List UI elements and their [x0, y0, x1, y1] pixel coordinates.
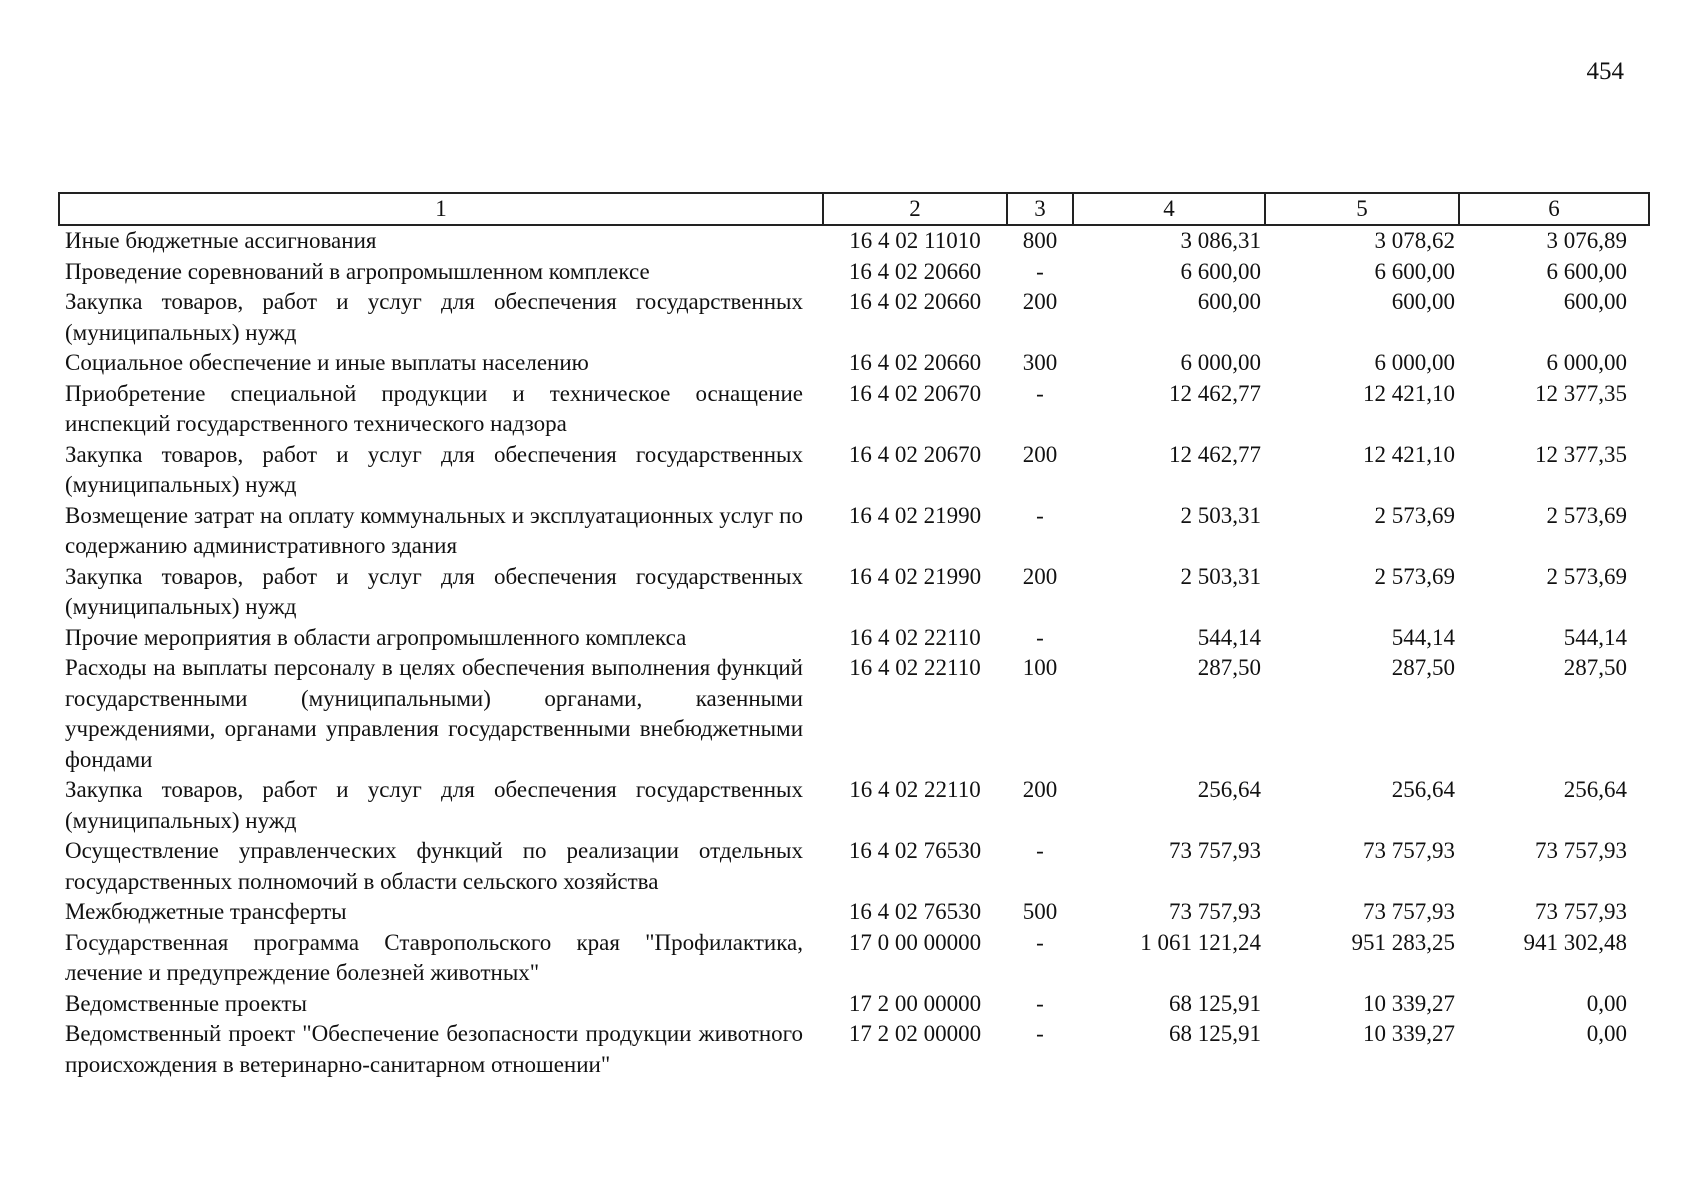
- row-value-col5: 73 757,93: [1363, 899, 1455, 924]
- row-code: 16 4 02 11010: [849, 228, 981, 253]
- row-value-col4: 68 125,91: [1169, 990, 1261, 1016]
- row-name: Государственная программа Ставропольского края "Профилактика, лечение и предупреждение болезней животных": [65, 929, 803, 985]
- row-value-col4: 600,00: [1197, 289, 1261, 314]
- row-expense-type: 100: [1022, 655, 1058, 680]
- row-value-col5: 10 339,27: [1363, 1021, 1455, 1046]
- row-name: Прочие мероприятия в области агропромышленного комплекса: [65, 624, 687, 650]
- row-value-col5: 600,00: [1391, 289, 1455, 314]
- row-expense-type: 500: [1022, 899, 1058, 924]
- row-value-col6: 73 757,93: [1535, 899, 1627, 924]
- row-code: 16 4 02 76530: [848, 838, 982, 863]
- row-value-col5: 73 757,93: [1363, 838, 1455, 863]
- row-value-col6: 2 573,69: [1546, 502, 1627, 528]
- column-header: 1: [59, 193, 823, 225]
- row-code: 16 4 02 20660: [848, 350, 982, 375]
- row-code: 16 4 02 20670: [848, 441, 982, 467]
- row-value-col6: 287,50: [1563, 655, 1627, 680]
- row-code: 16 4 02 22110: [849, 655, 981, 680]
- row-code: 16 4 02 20670: [848, 380, 982, 406]
- row-value-col4: 256,64: [1197, 777, 1261, 802]
- table-row: [59, 836, 1649, 897]
- row-value-col5: 12 421,10: [1363, 380, 1455, 406]
- row-value-col6: 12 377,35: [1535, 441, 1627, 467]
- row-expense-type: 200: [1022, 289, 1058, 314]
- row-expense-type: 200: [1022, 563, 1058, 589]
- row-value-col4: 12 462,77: [1169, 441, 1261, 467]
- row-value-col4: 287,50: [1197, 655, 1261, 680]
- row-code: 16 4 02 20660: [848, 258, 982, 284]
- table-row: [59, 623, 1649, 654]
- row-code: 16 4 02 21990: [848, 563, 982, 589]
- table-row: [59, 501, 1649, 562]
- row-code: 17 0 00 00000: [848, 929, 982, 955]
- row-expense-type: -: [1036, 380, 1044, 406]
- row-value-col6: 2 573,69: [1546, 563, 1627, 589]
- table-row: [59, 928, 1649, 989]
- table-row: [59, 287, 1649, 348]
- row-name: Социальное обеспечение и иные выплаты населению: [65, 350, 589, 375]
- row-value-col5: 10 339,27: [1363, 990, 1455, 1016]
- row-code: 17 2 00 00000: [848, 990, 982, 1016]
- table-row: [59, 348, 1649, 379]
- table-row: [59, 257, 1649, 288]
- row-value-col5: 544,14: [1391, 624, 1455, 650]
- row-name: Закупка товаров, работ и услуг для обеспечения государственных (муниципальных) нужд: [65, 777, 803, 833]
- row-value-col6: 12 377,35: [1535, 380, 1627, 406]
- row-name: Приобретение специальной продукции и техническое оснащение инспекций государственного технического надзора: [65, 380, 803, 436]
- budget-table: [58, 192, 1650, 1080]
- table-row: [59, 225, 1649, 257]
- row-value-col5: 2 573,69: [1374, 502, 1455, 528]
- table-row: [59, 440, 1649, 501]
- row-value-col6: 544,14: [1563, 624, 1627, 650]
- row-name: Расходы на выплаты персоналу в целях обеспечения выполнения функций государственными (муниципальными) органами, казенными учреждениями, органами управления государственными внебюджетными фондами: [65, 655, 803, 772]
- row-name: Иные бюджетные ассигнования: [65, 228, 377, 253]
- row-code: 16 4 02 22110: [849, 624, 981, 650]
- row-expense-type: -: [1036, 929, 1044, 955]
- row-value-col5: 6 000,00: [1374, 350, 1455, 375]
- column-header: 2: [823, 193, 1007, 225]
- row-code: 16 4 02 22110: [849, 777, 981, 802]
- row-code: 16 4 02 76530: [848, 899, 982, 924]
- row-expense-type: -: [1036, 258, 1044, 284]
- row-value-col5: 287,50: [1391, 655, 1455, 680]
- table-row: [59, 775, 1649, 836]
- table-row: [59, 989, 1649, 1020]
- table-row: [59, 653, 1649, 775]
- row-value-col6: 73 757,93: [1535, 838, 1627, 863]
- row-name: Осуществление управленческих функций по реализации отдельных государственных полномочий в области сельского хозяйства: [65, 838, 803, 894]
- row-value-col4: 68 125,91: [1169, 1021, 1261, 1046]
- column-header: 4: [1073, 193, 1265, 225]
- row-value-col5: 6 600,00: [1374, 258, 1455, 284]
- row-expense-type: -: [1036, 502, 1044, 528]
- column-header: 5: [1265, 193, 1459, 225]
- row-name: Закупка товаров, работ и услуг для обеспечения государственных (муниципальных) нужд: [65, 563, 803, 619]
- row-value-col5: 3 078,62: [1374, 228, 1455, 253]
- row-value-col4: 544,14: [1197, 624, 1261, 650]
- row-value-col4: 6 000,00: [1180, 350, 1261, 375]
- row-expense-type: -: [1036, 624, 1044, 650]
- row-value-col4: 12 462,77: [1169, 380, 1261, 406]
- row-value-col6: 6 000,00: [1546, 350, 1627, 375]
- row-name: Возмещение затрат на оплату коммунальных и эксплуатационных услуг по содержанию административного здания: [65, 502, 803, 558]
- row-expense-type: -: [1036, 838, 1044, 863]
- row-value-col4: 3 086,31: [1180, 228, 1261, 253]
- column-header: 6: [1459, 193, 1649, 225]
- row-expense-type: 300: [1022, 350, 1058, 375]
- row-value-col4: 2 503,31: [1180, 563, 1261, 589]
- table-row: [59, 379, 1649, 440]
- row-value-col4: 1 061 121,24: [1140, 929, 1261, 955]
- row-value-col4: 73 757,93: [1169, 838, 1261, 863]
- row-expense-type: 800: [1022, 228, 1058, 253]
- row-name: Ведомственный проект "Обеспечение безопасности продукции животного происхождения в ветеринарно-санитарном отношении": [65, 1021, 803, 1077]
- row-value-col5: 256,64: [1391, 777, 1455, 802]
- table-row: [59, 897, 1649, 928]
- row-value-col4: 73 757,93: [1169, 899, 1261, 924]
- row-name: Ведомственные проекты: [65, 990, 307, 1016]
- row-value-col6: 600,00: [1563, 289, 1627, 314]
- row-value-col6: 0,00: [1586, 990, 1627, 1016]
- column-header: 3: [1007, 193, 1073, 225]
- row-expense-type: -: [1036, 990, 1044, 1016]
- row-expense-type: 200: [1022, 777, 1058, 802]
- row-name: Закупка товаров, работ и услуг для обеспечения государственных (муниципальных) нужд: [65, 289, 803, 345]
- row-name: Межбюджетные трансферты: [65, 899, 347, 924]
- row-value-col4: 2 503,31: [1180, 502, 1261, 528]
- row-value-col6: 0,00: [1586, 1021, 1627, 1046]
- row-value-col4: 6 600,00: [1180, 258, 1261, 284]
- row-expense-type: 200: [1022, 441, 1058, 467]
- row-code: 16 4 02 21990: [848, 502, 982, 528]
- row-name: Закупка товаров, работ и услуг для обеспечения государственных (муниципальных) нужд: [65, 441, 803, 497]
- row-value-col6: 6 600,00: [1546, 258, 1627, 284]
- row-name: Проведение соревнований в агропромышленном комплексе: [65, 258, 650, 284]
- table-row: [59, 562, 1649, 623]
- table-header-row: [59, 193, 1649, 225]
- table-row: [59, 1019, 1649, 1080]
- row-expense-type: -: [1036, 1021, 1044, 1046]
- row-code: 17 2 02 00000: [848, 1021, 982, 1046]
- page-number: 454: [1586, 58, 1624, 85]
- row-value-col5: 12 421,10: [1363, 441, 1455, 467]
- row-value-col6: 941 302,48: [1523, 929, 1627, 955]
- row-code: 16 4 02 20660: [848, 289, 982, 314]
- row-value-col6: 256,64: [1563, 777, 1627, 802]
- row-value-col6: 3 076,89: [1546, 228, 1627, 253]
- row-value-col5: 951 283,25: [1351, 929, 1455, 955]
- row-value-col5: 2 573,69: [1374, 563, 1455, 589]
